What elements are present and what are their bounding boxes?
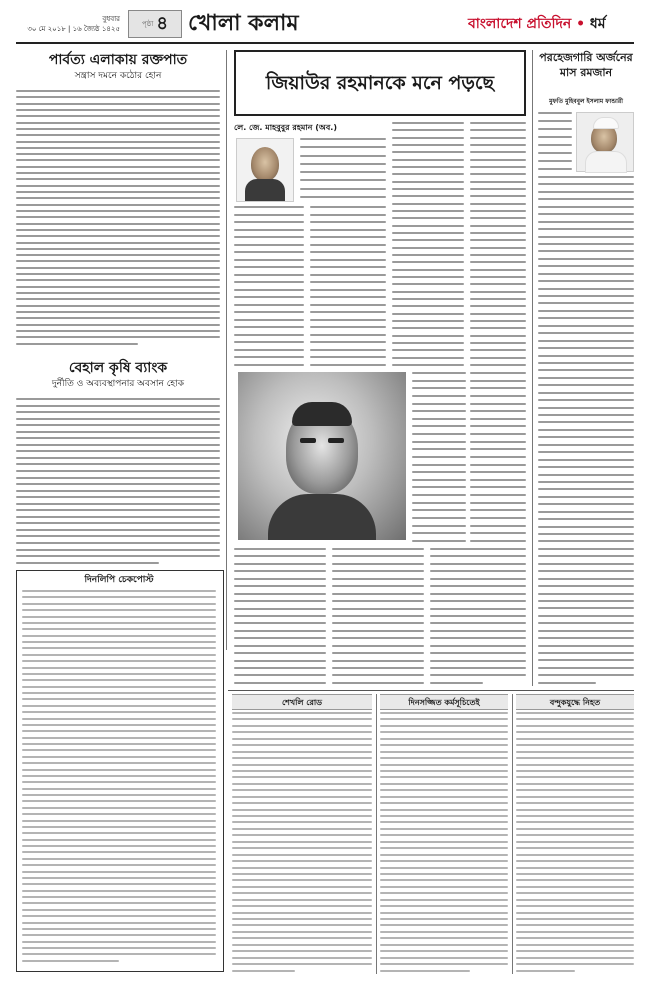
bottom-col-1-heading: শেখলি রোড	[281, 697, 323, 707]
masthead-rule	[16, 42, 634, 44]
feature-bottom-col-3	[430, 548, 526, 684]
editorial-mid	[16, 358, 220, 391]
religion-author: মুফতি মুহিববুল ইসলাম ফান্ডারী	[549, 98, 623, 105]
feature-lower-right-a	[412, 372, 466, 542]
feature-col-3	[470, 122, 526, 366]
feature-col-1b	[310, 206, 386, 366]
bottom-col-2-heading-bar	[380, 694, 508, 710]
page-number: ৪	[156, 12, 169, 34]
left-column-divider	[226, 50, 227, 650]
brand-logo	[468, 12, 606, 36]
editorial-top-subtitle: সন্ত্রাস দমনে কঠোর হোন	[74, 71, 162, 81]
bottom-col-3-body	[516, 712, 634, 972]
bottom-divider-1	[376, 694, 377, 974]
brand-separator: •	[576, 16, 586, 32]
feature-headline: জিয়াউর রহমানকে মনে পড়ছে	[265, 72, 495, 94]
religion-title: পরহেজগারি অর্জনের মাস রমজান	[539, 51, 633, 79]
column-box-heading: দিনলিপি চেকপোস্ট	[84, 575, 154, 585]
editorial-top	[16, 50, 220, 83]
editorial-top-body	[16, 90, 220, 345]
editorial-top-title: পার্বত্য এলাকায় রক্তপাত	[48, 52, 188, 68]
feature-col-1a	[234, 206, 304, 366]
bottom-col-1-heading-bar	[232, 694, 372, 710]
column-box-body	[22, 590, 216, 962]
masthead-date: ৩০ মে ২০১৮ | ১৬ জ্যৈষ্ঠ ১৪২৫	[27, 25, 120, 33]
editorial-mid-body	[16, 398, 220, 564]
feature-byline: লে. জে. মাহবুবুর রহমান (অব.)	[234, 123, 337, 132]
religion-author-photo	[576, 112, 634, 172]
section-title: খোলা কলাম	[188, 10, 299, 36]
editorial-mid-title: বেহাল কৃষি ব্যাংক	[68, 360, 168, 376]
page-number-badge	[128, 10, 182, 38]
religion-body	[538, 176, 634, 684]
brand-name: বাংলাদেশ প্রতিদিন	[468, 16, 572, 32]
religion-article-header	[538, 50, 634, 80]
bottom-col-3-heading: বন্দুকযুদ্ধে নিহত	[549, 697, 601, 707]
bottom-divider-2	[512, 694, 513, 974]
religion-intro-text	[538, 112, 572, 170]
bottom-col-2-heading: দিনসজ্জিত কর্মসূচিতেই	[408, 697, 480, 707]
feature-portrait	[238, 372, 406, 540]
bottom-col-1-body	[232, 712, 372, 972]
page-prefix: পৃষ্ঠা	[141, 20, 154, 28]
bottom-col-2-body	[380, 712, 508, 972]
feature-intro-text	[300, 138, 386, 198]
bottom-col-3-heading-bar	[516, 694, 634, 710]
feature-col-2	[392, 122, 464, 366]
feature-headline-box	[234, 50, 526, 116]
feature-bottom-col-1	[234, 548, 326, 684]
masthead-day: বুধবার	[102, 15, 120, 23]
feature-bottom-col-2	[332, 548, 424, 684]
feature-lower-right-b	[470, 372, 526, 542]
masthead-date-block	[20, 14, 120, 34]
centre-right-divider	[532, 50, 533, 686]
author-photo	[236, 138, 294, 202]
editorial-mid-subtitle: দুর্নীতি ও অব্যবস্থাপনার অবসান হোক	[51, 379, 185, 389]
bottom-band-rule	[228, 690, 634, 691]
brand-section: ধর্ম	[589, 16, 606, 32]
